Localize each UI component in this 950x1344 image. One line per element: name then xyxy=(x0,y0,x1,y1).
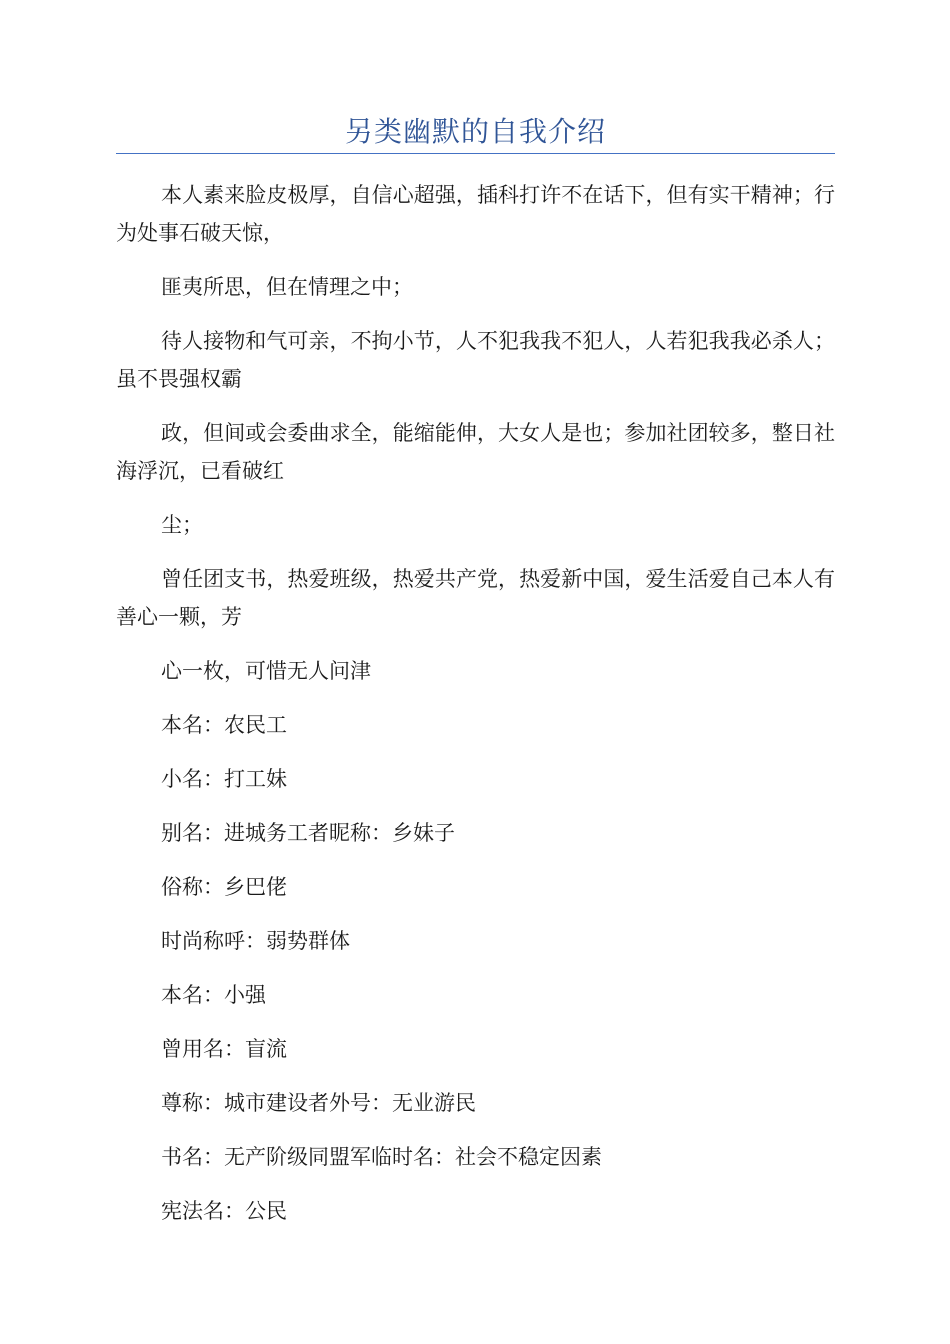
name-entry: 曾用名：盲流 xyxy=(161,1037,287,1061)
paragraph: 曾任团支书，热爱班级，热爱共产党，热爱新中国，爱生活爱自己本人有善心一颗，芳 xyxy=(116,567,835,629)
name-entry: 书名：无产阶级同盟军临时名：社会不稳定因素 xyxy=(161,1145,602,1169)
document-body xyxy=(116,176,835,1246)
paragraph: 心一枚，可惜无人问津 xyxy=(161,659,371,683)
name-entry: 本名：农民工 xyxy=(161,713,287,737)
paragraph: 政，但间或会委曲求全，能缩能伸，大女人是也；参加社团较多，整日社海浮沉，已看破红 xyxy=(116,421,835,483)
name-entry: 尊称：城市建设者外号：无业游民 xyxy=(161,1091,476,1115)
title-underline xyxy=(116,153,835,154)
name-entry: 别名：进城务工者昵称：乡妹子 xyxy=(161,821,455,845)
paragraph: 待人接物和气可亲，不拘小节，人不犯我我不犯人，人若犯我我必杀人；虽不畏强权霸 xyxy=(116,329,835,391)
name-entry: 时尚称呼：弱势群体 xyxy=(161,929,350,953)
document-title: 另类幽默的自我介绍 xyxy=(344,115,606,148)
paragraph: 本人素来脸皮极厚，自信心超强，插科打许不在话下，但有实干精神；行为处事石破天惊， xyxy=(116,183,835,245)
name-entry: 本名：小强 xyxy=(161,983,266,1007)
name-entry: 小名：打工妹 xyxy=(161,767,287,791)
name-entry: 宪法名：公民 xyxy=(161,1199,287,1223)
name-entry: 俗称：乡巴佬 xyxy=(161,875,287,899)
paragraph: 尘； xyxy=(161,513,203,537)
paragraph: 匪夷所思，但在情理之中； xyxy=(161,275,413,299)
